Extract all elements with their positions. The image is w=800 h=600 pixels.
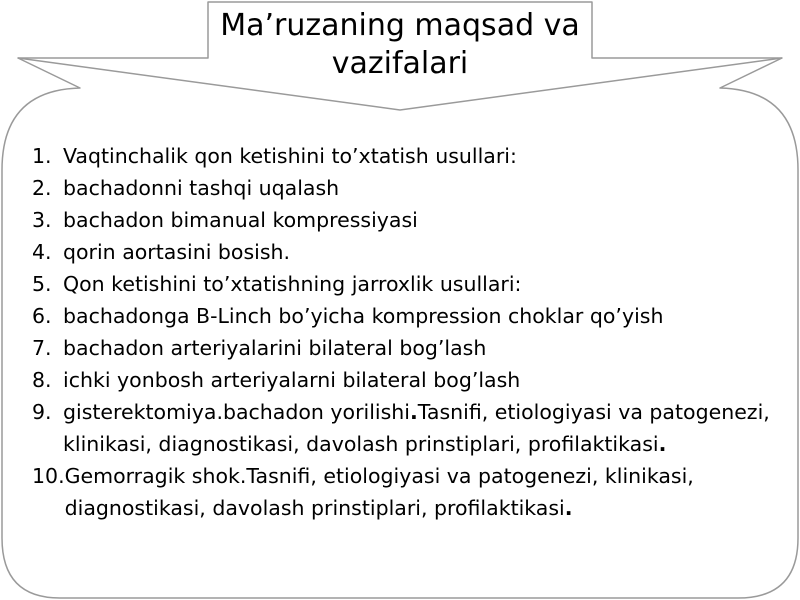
item-number: 2. — [32, 176, 52, 200]
item-text — [63, 396, 772, 460]
item-number: 10. — [32, 464, 65, 488]
slide-title-line-1: Ma’ruzaning maqsad va — [220, 8, 580, 43]
item-number: 8. — [32, 368, 52, 392]
list-item — [32, 300, 772, 332]
list-item — [32, 140, 772, 172]
list-item — [32, 396, 772, 460]
list-item — [32, 460, 772, 524]
item-text: bachadonga B-Linch bo’yicha kompression choklar qo’yish — [63, 304, 664, 328]
item-separator: . — [409, 400, 418, 424]
list-item — [32, 364, 772, 396]
item-text — [65, 460, 772, 524]
list-item — [32, 332, 772, 364]
list-item — [32, 236, 772, 268]
item-text-part: gisterektomiya.bachadon yorilishi — [63, 400, 410, 424]
item-text: bachadon arteriyalarini bilateral bog’lash — [63, 336, 487, 360]
item-number: 5. — [32, 272, 52, 296]
item-number: 4. — [32, 240, 52, 264]
item-number: 6. — [32, 304, 52, 328]
slide-title-line-2: vazifalari — [331, 46, 469, 81]
item-text: bachadon bimanual kompressiyasi — [63, 208, 418, 232]
item-number: 3. — [32, 208, 52, 232]
item-text: Qon ketishini to’xtatishning jarroxlik usullari: — [63, 272, 522, 296]
item-number: 1. — [32, 144, 52, 168]
item-number: 7. — [32, 336, 52, 360]
item-number: 9. — [32, 400, 52, 424]
list-item — [32, 268, 772, 300]
item-text: Vaqtinchalik qon ketishini to’xtatish usullari: — [63, 144, 517, 168]
item-text-part: Gemorragik shok.Tasnifi, etiologiyasi va patogenezi, klinikasi, diagnostikasi, davolash prinstiplari, profilaktikasi — [64, 464, 694, 520]
objectives-list — [32, 140, 772, 524]
item-text: ichki yonbosh arteriyalarni bilateral bog’lash — [63, 368, 521, 392]
list-item — [32, 204, 772, 236]
item-text-part: Tasnifi, etiologiyasi va patogenezi, klinikasi, diagnostikasi, davolash prinstiplari, profilaktikasi — [63, 400, 770, 456]
item-end-mark: . — [564, 496, 573, 520]
slide-title — [208, 2, 592, 88]
item-text: bachadonni tashqi uqalash — [63, 176, 340, 200]
item-text: qorin aortasini bosish. — [63, 240, 291, 264]
list-item — [32, 172, 772, 204]
item-end-mark: . — [658, 432, 667, 456]
